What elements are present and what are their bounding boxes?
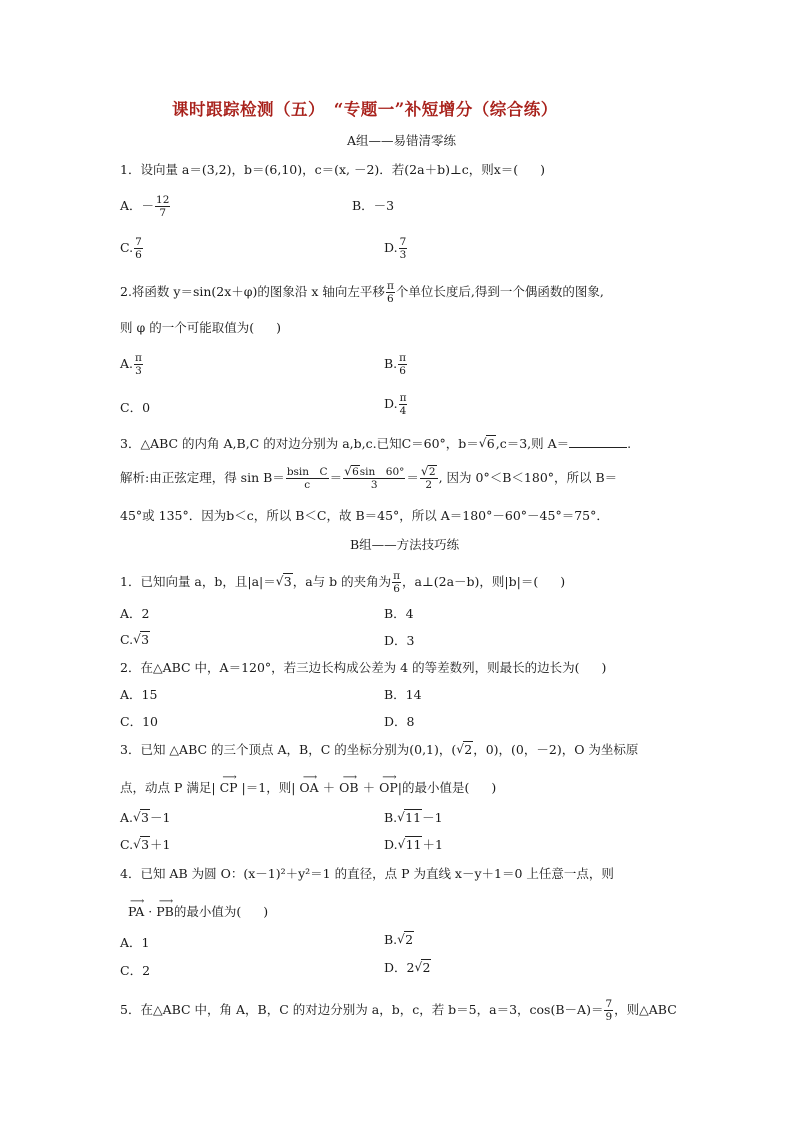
option-b1-c: C.√ 3	[120, 632, 150, 648]
question-paren: )	[540, 162, 546, 177]
question-b1-stem: 1．已知向量 a，b，且|a|＝√ 3，a与 b 的夹角为 $\frac{\pi}{6}$ ，a⊥(2a－b)，则|b|＝( )	[120, 570, 565, 595]
option-b3-b: B.√ 11－1	[384, 810, 443, 826]
vector-oa: ⟶ OA	[299, 772, 319, 795]
question-text: 1．设向量 a＝(3,2)，b＝(6,10)，c＝(x, －2)．若(2a＋b)⊥c，则x＝(	[120, 162, 519, 177]
question-b5-stem: 5．在△ABC 中，角 A，B，C 的对边分别为 a，b，c，若 b＝5，a＝3，cos(B－A)＝ $\frac{7}{9}$ ，则△ABC	[120, 998, 677, 1023]
option-b4-c: C．2	[120, 963, 151, 978]
option-b4-a: A．1	[120, 935, 150, 950]
option-a1-d: D. $\frac{7}{3}$	[384, 236, 407, 261]
question-a1-stem	[120, 162, 545, 178]
page-title: 课时跟踪检测（五） “专题一”补短增分（综合练）	[172, 100, 558, 119]
question-a2-line2: 则 φ 的一个可能取值为( )	[120, 320, 281, 335]
option-a1-a: A．－ $\frac{12}{7}$	[120, 194, 170, 219]
answer-blank	[569, 435, 627, 448]
group-a-heading: A组——易错清零练	[347, 133, 457, 148]
vector-pa: ⟶ PA	[128, 896, 145, 919]
vector-cp: ⟶ CP	[219, 772, 238, 795]
option-b1-a: A．2	[120, 606, 150, 621]
option-a1-b: B．－3	[352, 198, 395, 213]
solution-a3-line1: 解析:由正弦定理，得 sin B＝ $\frac{\text{bsin C}}{c}$ ＝ √ $\frac{6\sin 60^\circ}{3}$ ＝ √ $\frac{2}{2}$ , 因为 0°＜B＜180°，所以 B＝	[120, 466, 617, 491]
question-b4-line1: 4．已知 AB 为圆 O：(x－1)²＋y²＝1 的直径，点 P 为直线 x－y＋1＝0 上任意一点，则	[120, 866, 614, 881]
option-a1-c: C. $\frac{7}{6}$	[120, 236, 142, 261]
option-b4-b: B.√ 2	[384, 932, 414, 948]
question-b3-line1: 3．已知 △ABC 的三个顶点 A，B，C 的坐标分别为(0,1)，(√ 2，0)，(0，－2)，O 为坐标原	[120, 742, 638, 758]
question-b3-line2: 点，动点 P 满足| ⟶ CP |＝1，则| ⟶ OA ＋ ⟶ OB ＋ ⟶ OP|的最小值是( )	[120, 772, 497, 795]
solution-a3-line2: 45°或 135°．因为b＜c，所以 B＜C，故 B＝45°，所以 A＝180°－60°－45°＝75°．	[120, 508, 609, 523]
option-b3-c: C.√ 3＋1	[120, 837, 171, 853]
question-b4-line2: ⟶ PA · ⟶ PB的最小值为( )	[128, 896, 269, 919]
option-b2-c: C．10	[120, 714, 158, 729]
option-b3-a: A.√ 3－1	[120, 810, 170, 826]
vector-pb: ⟶ PB	[156, 896, 174, 919]
question-a2-line1: 2.将函数 y＝sin(2x＋φ)的图象沿 x 轴向左平移 $\frac{\pi}{6}$ 个单位长度后,得到一个偶函数的图象,	[120, 280, 604, 305]
option-b2-d: D．8	[384, 714, 415, 729]
option-a2-b: B. $\frac{\pi}{6}$	[384, 352, 407, 377]
option-b2-a: A．15	[120, 687, 158, 702]
question-a3-stem: 3．△ABC 的内角 A,B,C 的对边分别为 a,b,c.已知C＝60°，b＝√ 6,c＝3,则 A＝ .	[120, 435, 631, 452]
option-a2-c: C．0	[120, 400, 151, 415]
option-a2-a: A. $\frac{\pi}{3}$	[120, 352, 142, 377]
question-b2-stem: 2．在△ABC 中，A＝120°，若三边长构成公差为 4 的等差数列，则最长的边长为( )	[120, 660, 607, 675]
option-b1-d: D．3	[384, 633, 415, 648]
option-a2-d: D. $\frac{\pi}{4}$	[384, 392, 407, 417]
vector-ob: ⟶ OB	[339, 772, 359, 795]
option-b3-d: D.√ 11＋1	[384, 837, 443, 853]
vector-op: ⟶ OP	[379, 772, 398, 795]
option-b2-b: B．14	[384, 687, 422, 702]
option-b1-b: B．4	[384, 606, 414, 621]
option-b4-d: D．2√ 2	[384, 960, 431, 976]
group-b-heading: B组——方法技巧练	[350, 537, 460, 552]
